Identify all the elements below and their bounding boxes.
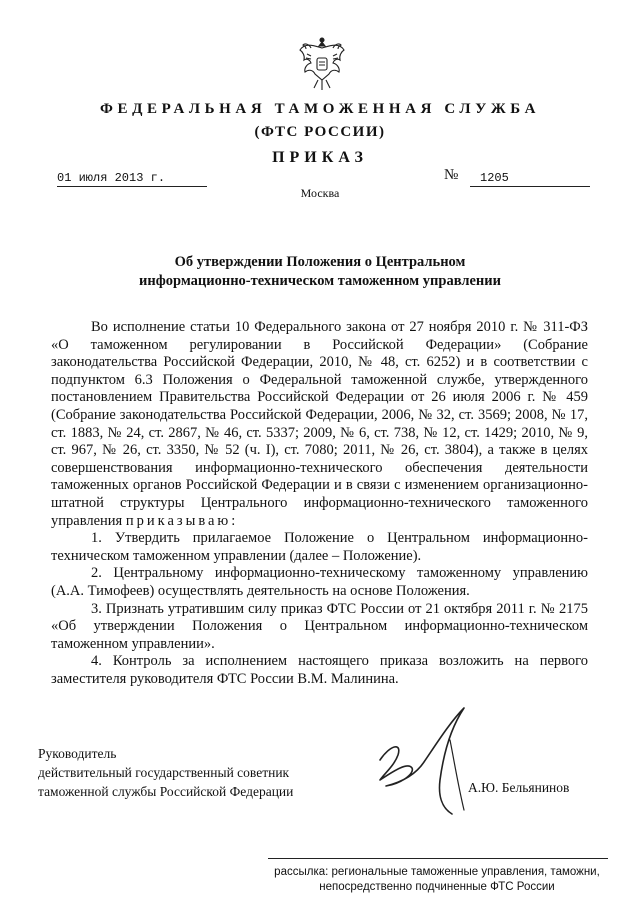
- order-item-1: 1. Утвердить прилагаемое Положение о Центральном информационно-техническом таможенном управлении (далее – Положение).: [51, 530, 588, 564]
- signatory-title-line-1: Руководитель: [38, 746, 117, 761]
- signatory-title: [38, 744, 293, 801]
- distribution-line-2: непосредственно подчиненные ФТС России: [319, 881, 555, 893]
- document-body: [51, 319, 588, 688]
- title-line-2: информационно-техническом таможенном управлении: [139, 273, 501, 289]
- order-item-2: 2. Центральному информационно-техническому таможенному управлению (А.А. Тимофеев) осуществлять деятельность на основе Положения.: [51, 565, 588, 599]
- agency-abbreviation: (ФТС РОССИИ): [254, 124, 386, 140]
- state-emblem-icon: [297, 36, 347, 92]
- distribution-list: [268, 865, 606, 895]
- title-line-1: Об утверждении Положения о Центральном: [174, 254, 466, 270]
- order-number: 1205: [470, 171, 590, 187]
- agency-name: ФЕДЕРАЛЬНАЯ ТАМОЖЕННАЯ СЛУЖБА: [99, 101, 541, 117]
- distribution-line-1: рассылка: региональные таможенные управления, таможни,: [274, 866, 600, 878]
- preamble-paragraph: [51, 319, 588, 530]
- document-type: ПРИКАЗ: [272, 149, 368, 166]
- order-number-sign: №: [444, 167, 459, 183]
- signatory-title-line-3: таможенной службы Российской Федерации: [38, 784, 294, 799]
- handwritten-signature: [340, 700, 480, 820]
- order-item-4: 4. Контроль за исполнением настоящего приказа возложить на первого заместителя руководителя ФТС России В.М. Малинина.: [51, 653, 588, 687]
- signatory-title-line-2: действительный государственный советник: [38, 765, 290, 780]
- order-date: 01 июля 2013 г.: [57, 171, 207, 187]
- signer-name: А.Ю. Бельянинов: [468, 780, 570, 795]
- document-title: [60, 253, 580, 291]
- city: Москва: [300, 186, 340, 200]
- order-item-3: 3. Признать утратившим силу приказ ФТС России от 21 октября 2011 г. № 2175 «Об утверждении Положения о Центральном информационно-техническом таможенном управлении».: [51, 600, 588, 652]
- order-word: приказываю:: [125, 512, 239, 529]
- preamble-text: Во исполнение статьи 10 Федерального закона от 27 ноября 2010 г. № 311-ФЗ «О таможенном регулировании в Российской Федерации» (Собрание законодательства Российской Федерации, 2010, № 48, ст. 6252) и в соответствии с подпунктом 6.3 Положения о Федеральной таможенной службе, утвержденного постановлением Правительства Российской Федерации от 26 июля 2006 г. № 459 (Собрание законодательства Российской Федерации, 2006, № 32, ст. 3569; 2008, № 17, ст. 1883, № 24, ст. 2867, № 46, ст. 5337; 2009, № 6, ст. 738, № 12, ст. 1429; 2010, № 9, ст. 967, № 26, ст. 3350, № 52 (ч. I), ст. 7080; 2011, № 26, ст. 3804), а также в целях совершенствования информационно-технического обеспечения деятельности таможенных органов Российской Федерации и в связи с изменением организационно-штатной структуры Центрального информационно-технического таможенного управления: [51, 319, 588, 529]
- distribution-divider: [268, 858, 608, 859]
